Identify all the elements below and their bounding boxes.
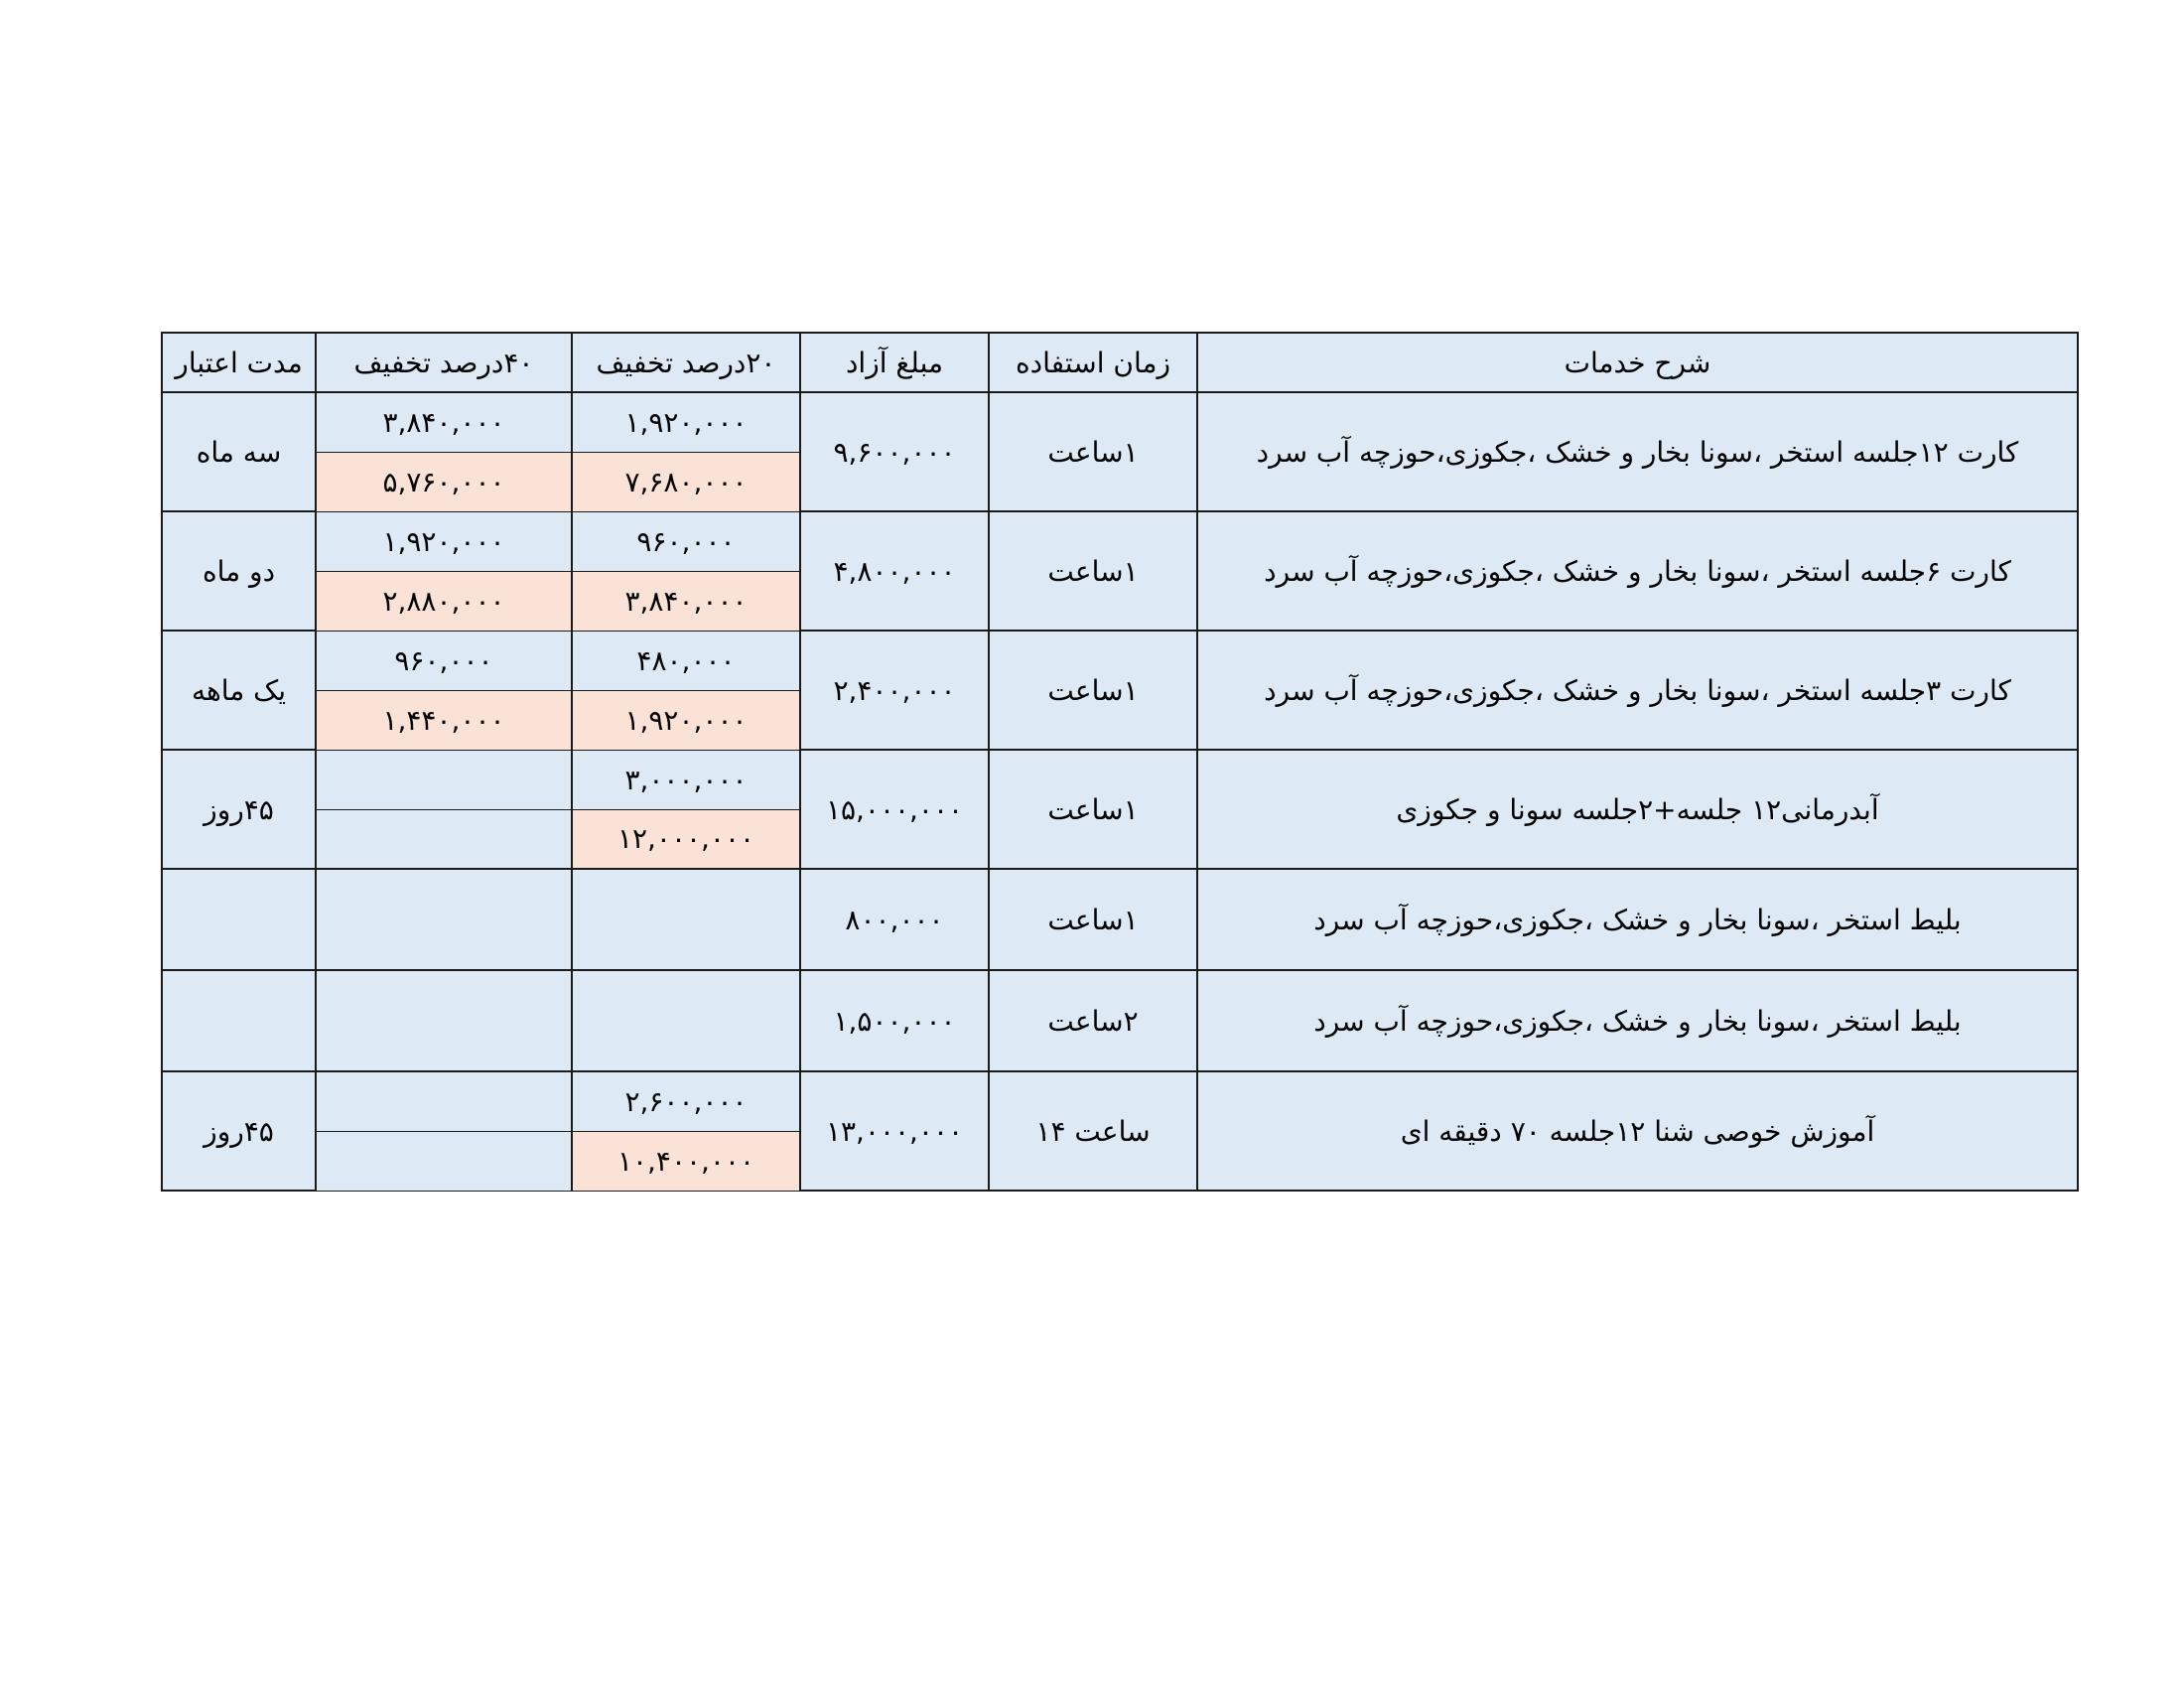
discount40-total-cell: ۵,۷۶۰,۰۰۰	[316, 452, 572, 511]
table-row	[162, 631, 2078, 690]
usage-time-cell: ساعت ۱۴	[989, 1071, 1197, 1191]
table-row	[162, 1071, 2078, 1131]
table-row	[162, 750, 2078, 809]
discount20-empty-cell	[572, 970, 800, 1071]
validity-empty-cell	[162, 869, 316, 970]
discount20-member-cell: ۹۶۰,۰۰۰	[572, 511, 800, 571]
discount40-empty-cell	[316, 809, 572, 869]
table-row	[162, 970, 2078, 1071]
usage-time-cell: ۲ساعت	[989, 970, 1197, 1071]
description-cell: آبدرمانی۱۲ جلسه+۲جلسه سونا و جکوزی	[1197, 750, 2078, 869]
discount20-total-cell: ۷,۶۸۰,۰۰۰	[572, 452, 800, 511]
usage-time-cell: ۱ساعت	[989, 511, 1197, 631]
discount40-empty-cell	[316, 869, 572, 970]
discount40-empty-cell	[316, 970, 572, 1071]
validity-cell: ۴۵روز	[162, 750, 316, 869]
header-validity: مدت اعتبار	[162, 333, 316, 392]
validity-cell: ۴۵روز	[162, 1071, 316, 1191]
header-discount20: ۲۰درصد تخفیف	[572, 333, 800, 392]
price-cell: ۲,۴۰۰,۰۰۰	[800, 631, 989, 750]
validity-cell: دو ماه	[162, 511, 316, 631]
discount40-total-cell: ۲,۸۸۰,۰۰۰	[316, 571, 572, 631]
discount20-empty-cell	[572, 869, 800, 970]
table-row	[162, 392, 2078, 452]
price-cell: ۴,۸۰۰,۰۰۰	[800, 511, 989, 631]
price-cell: ۱۳,۰۰۰,۰۰۰	[800, 1071, 989, 1191]
discount20-total-cell: ۳,۸۴۰,۰۰۰	[572, 571, 800, 631]
header-description: شرح خدمات	[1197, 333, 2078, 392]
discount20-member-cell: ۴۸۰,۰۰۰	[572, 631, 800, 690]
discount40-empty-cell	[316, 750, 572, 809]
price-cell: ۹,۶۰۰,۰۰۰	[800, 392, 989, 511]
discount20-total-cell: ۱,۹۲۰,۰۰۰	[572, 690, 800, 750]
usage-time-cell: ۱ساعت	[989, 869, 1197, 970]
header-price: مبلغ آزاد	[800, 333, 989, 392]
validity-cell: یک ماهه	[162, 631, 316, 750]
discount40-member-cell: ۳,۸۴۰,۰۰۰	[316, 392, 572, 452]
usage-time-cell: ۱ساعت	[989, 392, 1197, 511]
header-row	[162, 333, 2078, 392]
discount40-member-cell: ۹۶۰,۰۰۰	[316, 631, 572, 690]
description-cell: بلیط استخر ،سونا بخار و خشک ،جکوزی،حوزچه آب سرد	[1197, 970, 2078, 1071]
description-cell: بلیط استخر ،سونا بخار و خشک ،جکوزی،حوزچه آب سرد	[1197, 869, 2078, 970]
price-cell: ۸۰۰,۰۰۰	[800, 869, 989, 970]
description-cell: کارت ۱۲جلسه استخر ،سونا بخار و خشک ،جکوزی،حوزچه آب سرد	[1197, 392, 2078, 511]
discount40-empty-cell	[316, 1131, 572, 1191]
discount20-member-cell: ۳,۰۰۰,۰۰۰	[572, 750, 800, 809]
price-table	[161, 332, 2079, 1192]
discount40-member-cell: ۱,۹۲۰,۰۰۰	[316, 511, 572, 571]
validity-empty-cell	[162, 970, 316, 1071]
description-cell: کارت ۶جلسه استخر ،سونا بخار و خشک ،جکوزی،حوزچه آب سرد	[1197, 511, 2078, 631]
table-row	[162, 511, 2078, 571]
description-cell: آموزش خوصی شنا ۱۲جلسه ۷۰ دقیقه ای	[1197, 1071, 2078, 1191]
usage-time-cell: ۱ساعت	[989, 631, 1197, 750]
table-row	[162, 869, 2078, 970]
discount20-total-cell: ۱۰,۴۰۰,۰۰۰	[572, 1131, 800, 1191]
discount20-total-cell: ۱۲,۰۰۰,۰۰۰	[572, 809, 800, 869]
header-usage-time: زمان استفاده	[989, 333, 1197, 392]
discount40-empty-cell	[316, 1071, 572, 1131]
usage-time-cell: ۱ساعت	[989, 750, 1197, 869]
price-cell: ۱۵,۰۰۰,۰۰۰	[800, 750, 989, 869]
validity-cell: سه ماه	[162, 392, 316, 511]
price-cell: ۱,۵۰۰,۰۰۰	[800, 970, 989, 1071]
header-discount40: ۴۰درصد تخفیف	[316, 333, 572, 392]
discount20-member-cell: ۲,۶۰۰,۰۰۰	[572, 1071, 800, 1131]
discount40-total-cell: ۱,۴۴۰,۰۰۰	[316, 690, 572, 750]
description-cell: کارت ۳جلسه استخر ،سونا بخار و خشک ،جکوزی،حوزچه آب سرد	[1197, 631, 2078, 750]
discount20-member-cell: ۱,۹۲۰,۰۰۰	[572, 392, 800, 452]
